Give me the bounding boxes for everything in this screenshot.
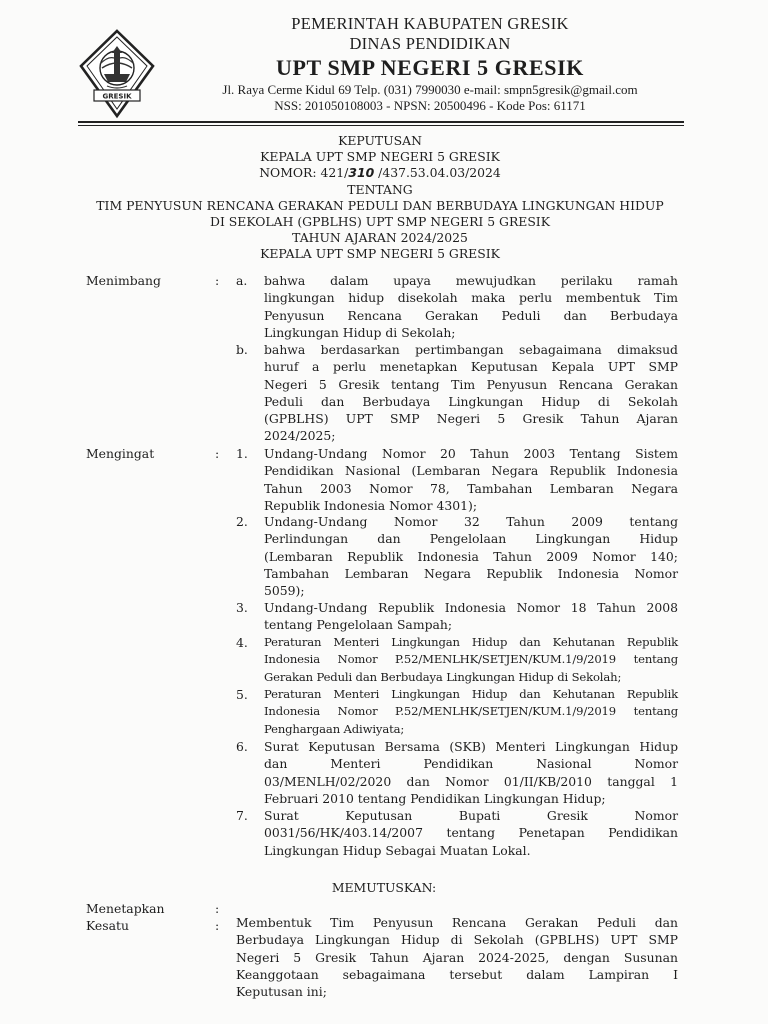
kesatu-colon: : (215, 918, 220, 933)
text-line: Membentuk Tim Penyusun Rencana Gerakan Peduli dan (236, 915, 678, 930)
decree-header (60, 133, 700, 263)
gresik-regency-emblem (78, 28, 156, 120)
text-line: (Lembaran Republik Indonesia Tahun 2009 Nomor 140; (264, 548, 678, 564)
text-line: Undang-Undang Republik Indonesia Nomor 18 Tahun 2008 (264, 600, 678, 615)
decree-issuer: KEPALA UPT SMP NEGERI 5 GRESIK (260, 149, 500, 165)
text-line: Pendidikan Nasional (Lembaran Negara Republik Indonesia (264, 463, 678, 479)
decree-academic-year: TAHUN AJARAN 2024/2025 (292, 230, 468, 246)
text-line: Lingkungan Hidup di Sekolah; (264, 324, 456, 340)
department-name: DINAS PENDIDIKAN (349, 34, 511, 53)
text-line: Undang-Undang Nomor 20 Tahun 2003 Tentang Sistem (264, 446, 678, 461)
memutuskan-heading: MEMUTUSKAN: (331, 880, 437, 895)
text-line: Tahun 2003 Nomor 78, Tambahan Lembaran Negara (264, 480, 678, 496)
text-line: Peraturan Menteri Lingkungan Hidup dan Kehutanan Republik (264, 687, 678, 701)
text-line: bahwa berdasarkan pertimbangan sebagaimana dimaksud (264, 342, 678, 357)
text-line: Penghargaan Adiwiyata; (264, 721, 405, 736)
school-identifiers: NSS: 201050108003 - NPSN: 20500496 - Kode Pos: 61171 (274, 98, 586, 113)
mengingat-1-text (264, 445, 678, 514)
text-line: tentang Pengelolaan Sampah; (264, 617, 453, 633)
government-name: PEMERINTAH KABUPATEN GRESIK (291, 14, 569, 33)
decree-number-prefix: NOMOR: 421/ (259, 165, 349, 181)
menimbang-b-text (264, 341, 678, 445)
mengingat-colon: : (215, 446, 220, 461)
text-line: Surat Keputusan Bupati Gresik Nomor (264, 808, 678, 823)
text-line: Undang-Undang Nomor 32 Tahun 2009 tentang (264, 514, 678, 529)
text-line: Republik Indonesia Nomor 4301); (264, 497, 478, 513)
text-line: Lingkungan Hidup Sebagai Muatan Lokal. (264, 842, 531, 858)
text-line: 03/MENLH/02/2020 dan Nomor 01/II/KB/2010 tanggal 1 (264, 773, 678, 789)
menimbang-a-marker: a. (236, 273, 248, 288)
text-line: Penyusun Rencana Gerakan Peduli dan Berbudaya (264, 307, 678, 323)
mengingat-7-marker: 7. (236, 808, 248, 823)
mengingat-4-marker: 4. (236, 635, 248, 650)
menimbang-colon: : (215, 273, 220, 288)
text-line: Berbudaya Lingkungan Hidup di Sekolah (GPBLHS) UPT SMP (236, 932, 678, 948)
text-line: lingkungan hidup disekolah maka perlu membentuk Tim (264, 290, 678, 306)
decree-number-suffix: /437.53.04.03/2024 (374, 165, 501, 181)
text-line: 5059); (264, 583, 305, 599)
text-line: 0031/56/HK/403.14/2007 tentang Penetapan Pendidikan (264, 825, 678, 841)
mengingat-7-text (264, 807, 678, 859)
decree-subject-line-1: TIM PENYUSUN RENCANA GERAKAN PEDULI DAN BERBUDAYA LINGKUNGAN HIDUP (96, 197, 664, 213)
decree-number-handwritten: 310 (348, 165, 375, 181)
text-line: (GPBLHS) UPT SMP Negeri 5 Gresik Tahun Ajaran (264, 411, 678, 427)
mengingat-5-marker: 5. (236, 687, 248, 702)
mengingat-6-text (264, 738, 678, 807)
text-line: Negeri 5 Gresik Tahun Ajaran 2024-2025, dengan Susunan (236, 949, 678, 965)
menetapkan-label: Menetapkan (86, 901, 165, 916)
emblem-label: GRESIK (102, 92, 132, 101)
decree-subject-line-2: DI SEKOLAH (GPBLHS) UPT SMP NEGERI 5 GRESIK (210, 214, 550, 230)
kesatu-text (236, 914, 678, 1000)
mengingat-2-text (264, 513, 678, 599)
school-name: UPT SMP NEGERI 5 GRESIK (275, 55, 584, 80)
letterhead-divider-thin (78, 125, 684, 126)
mengingat-5-text (264, 686, 678, 738)
school-address: Jl. Raya Cerme Kidul 69 Telp. (031) 7990030 e-mail: smpn5gresik@gmail.com (222, 82, 638, 97)
mengingat-4-text (264, 634, 678, 686)
mengingat-3-marker: 3. (236, 600, 248, 615)
menimbang-b-marker: b. (236, 342, 248, 357)
text-line: Indonesia Nomor P.52/MENLHK/SETJEN/KUM.1/9/2019 tentang (264, 704, 678, 719)
decree-about: TENTANG (347, 181, 413, 197)
text-line: bahwa dalam upaya mewujudkan perilaku ramah (264, 273, 678, 288)
mengingat-3-text (264, 599, 678, 634)
text-line: Peduli dan Berbudaya Lingkungan Hidup di Sekolah (264, 393, 678, 409)
menimbang-label: Menimbang (86, 273, 161, 288)
text-line: Keanggotaan sebagaimana tersebut dalam Lampiran I (236, 966, 678, 982)
text-line: Negeri 5 Gresik tentang Tim Penyusun Rencana Gerakan (264, 376, 678, 392)
menetapkan-colon: : (215, 901, 220, 916)
text-line: Tambahan Lembaran Negara Republik Indonesia Nomor (264, 565, 678, 581)
text-line: 2024/2025; (264, 428, 336, 444)
text-line: Perlindungan dan Pengelolaan Lingkungan Hidup (264, 531, 678, 547)
mengingat-2-marker: 2. (236, 514, 248, 529)
mengingat-label: Mengingat (86, 446, 155, 461)
decree-signer-title: KEPALA UPT SMP NEGERI 5 GRESIK (260, 246, 500, 262)
text-line: Peraturan Menteri Lingkungan Hidup dan Kehutanan Republik (264, 635, 678, 649)
text-line: Surat Keputusan Bersama (SKB) Menteri Lingkungan Hidup (264, 739, 678, 754)
decree-number (60, 165, 700, 181)
letterhead (190, 14, 670, 114)
text-line: huruf a perlu menetapkan Keputusan Kepala UPT SMP (264, 359, 678, 375)
mengingat-6-marker: 6. (236, 739, 248, 754)
menimbang-a-text (264, 272, 678, 341)
kesatu-label: Kesatu (86, 918, 129, 933)
text-line: dan Menteri Pendidikan Nasional Nomor (264, 756, 678, 772)
decree-title: KEPUTUSAN (338, 133, 422, 148)
text-line: Indonesia Nomor P.52/MENLHK/SETJEN/KUM.1/9/2019 tentang (264, 652, 678, 667)
text-line: Keputusan ini; (236, 984, 327, 1000)
letterhead-divider-thick (78, 121, 684, 123)
text-line: Gerakan Peduli dan Berbudaya Lingkungan Hidup di Sekolah; (264, 669, 622, 684)
mengingat-1-marker: 1. (236, 446, 248, 461)
text-line: Februari 2010 tentang Pendidikan Lingkungan Hidup; (264, 790, 606, 806)
